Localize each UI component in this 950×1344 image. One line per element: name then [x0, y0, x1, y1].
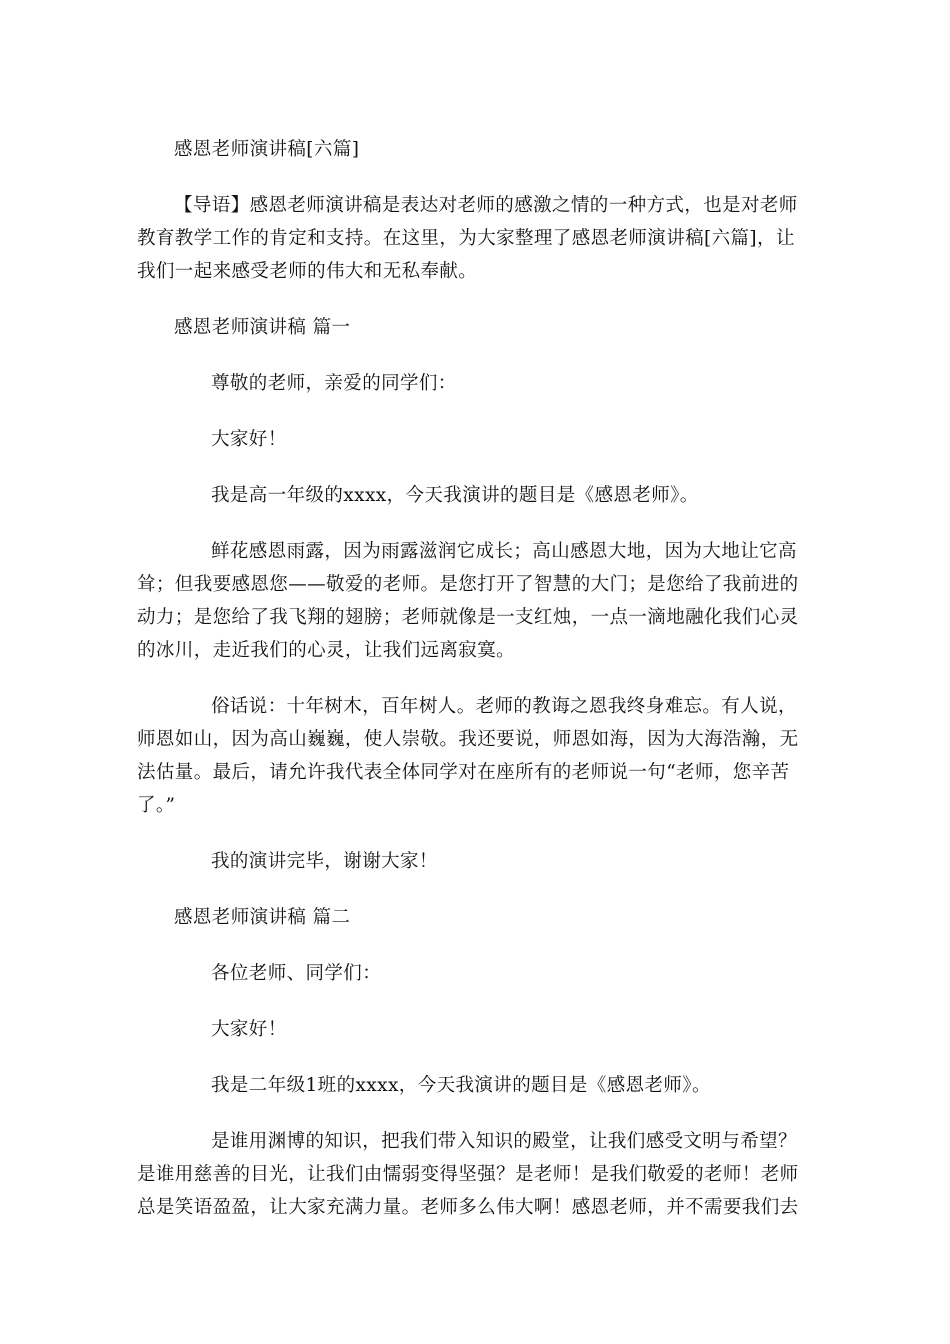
paragraph: 我是高一年级的xxxx，今天我演讲的题目是《感恩老师》。	[211, 485, 699, 506]
paragraph: 各位老师、同学们：	[211, 963, 382, 984]
paragraph: 尊敬的老师，亲爱的同学们：	[211, 373, 457, 394]
paragraph: 是谁用渊博的知识，把我们带入知识的殿堂，让我们感受文明与希望？是谁用慈善的目光，让我们由懦弱变得坚强？是老师！是我们敬爱的老师！老师总是笑语盈盈，让大家充满力量。老师多么伟大啊！感恩老师，并不需要我们去	[137, 1131, 799, 1218]
intro-paragraph: 【导语】感恩老师演讲稿是表达对老师的感激之情的一种方式，也是对老师教育教学工作的肯定和支持。在这里，为大家整理了感恩老师演讲稿[六篇]，让我们一起来感受老师的伟大和无私奉献。	[137, 195, 798, 282]
section-heading-1: 感恩老师演讲稿 篇一	[174, 317, 351, 338]
paragraph: 大家好！	[211, 429, 287, 450]
document-page	[137, 133, 809, 1247]
paragraph: 鲜花感恩雨露，因为雨露滋润它成长；高山感恩大地，因为大地让它高耸；但我要感恩您——敬爱的老师。是您打开了智慧的大门；是您给了我前进的动力；是您给了我飞翔的翅膀；老师就像是一支红烛，一点一滴地融化我们心灵的冰川，走近我们的心灵，让我们远离寂寞。	[137, 541, 799, 661]
paragraph: 我的演讲完毕，谢谢大家！	[211, 851, 438, 872]
section-heading-2: 感恩老师演讲稿 篇二	[174, 907, 351, 928]
paragraph: 俗话说：十年树木，百年树人。老师的教诲之恩我终身难忘。有人说，师恩如山，因为高山巍巍，使人崇敬。我还要说，师恩如海，因为大海浩瀚，无法估量。最后，请允许我代表全体同学对在座所有的老师说一句“老师，您辛苦了。”	[137, 696, 799, 816]
paragraph: 我是二年级1班的xxxx，今天我演讲的题目是《感恩老师》。	[211, 1075, 711, 1096]
paragraph: 大家好！	[211, 1019, 287, 1040]
document-title: 感恩老师演讲稿[六篇]	[174, 139, 360, 160]
